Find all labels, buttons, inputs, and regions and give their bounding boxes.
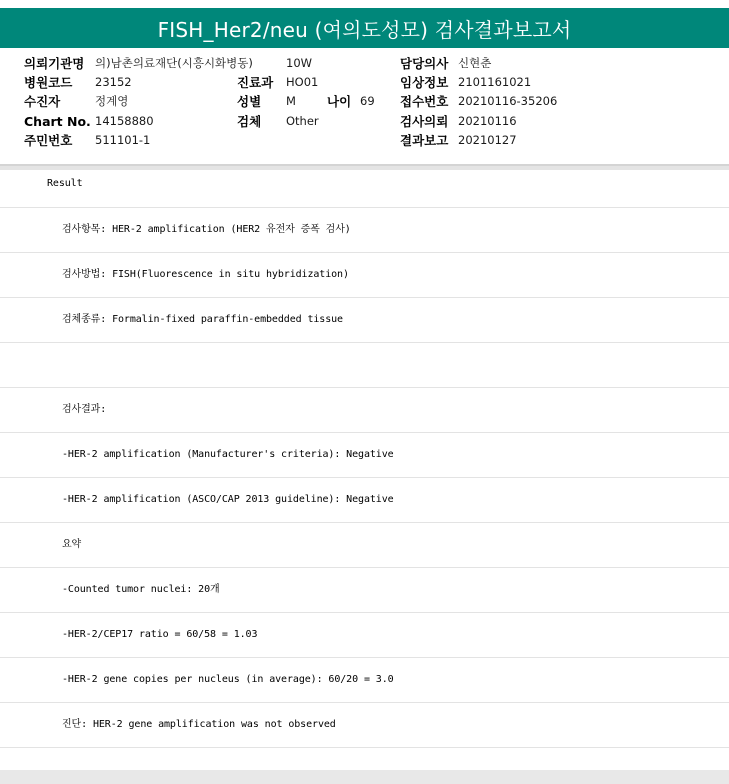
department-value: HO01 bbox=[286, 75, 319, 89]
report-line-asco-cap: -HER-2 amplification (ASCO/CAP 2013 guideline): Negative bbox=[0, 478, 729, 523]
report-body bbox=[0, 170, 729, 770]
resident-no-value: 511101-1 bbox=[95, 133, 151, 147]
receipt-no-value: 20210116-35206 bbox=[458, 94, 558, 108]
institution-value: 의)남촌의료재단(시흥시화병동) bbox=[95, 56, 253, 70]
report-line-gene-copies: -HER-2 gene copies per nucleus (in average): 60/20 = 3.0 bbox=[0, 658, 729, 703]
sex-value: M bbox=[286, 94, 296, 108]
request-date-label: 검사의뢰 bbox=[400, 114, 449, 129]
institution-label: 의뢰기관명 bbox=[24, 56, 85, 71]
report-date-label: 결과보고 bbox=[400, 133, 449, 148]
clinical-info-label: 임상정보 bbox=[400, 75, 449, 90]
report-line-tumor-nuclei: -Counted tumor nuclei: 20개 bbox=[0, 568, 729, 613]
report-line-diagnosis: 진단: HER-2 gene amplification was not observed bbox=[0, 703, 729, 748]
hospital-code-label: 병원코드 bbox=[24, 75, 73, 90]
doctor-label: 담당의사 bbox=[400, 56, 449, 71]
info-row-chart-no bbox=[0, 112, 729, 131]
specimen-label: 검체 bbox=[237, 114, 262, 129]
report-line-results-heading: 검사결과: bbox=[0, 388, 729, 433]
report-line-test-item: 검사항목: HER-2 amplification (HER2 유전자 증폭 검사) bbox=[0, 208, 729, 253]
info-row-hospital-code bbox=[0, 73, 729, 92]
department-label: 진료과 bbox=[237, 75, 274, 90]
examinee-label: 수진자 bbox=[24, 94, 61, 109]
sex-label: 성별 bbox=[237, 94, 262, 109]
report-line-result-heading: Result bbox=[0, 170, 729, 208]
report-date-value: 20210127 bbox=[458, 133, 517, 147]
report-line-manufacturer-criteria: -HER-2 amplification (Manufacturer's criteria): Negative bbox=[0, 433, 729, 478]
ward-value: 10W bbox=[286, 56, 313, 70]
receipt-no-label: 접수번호 bbox=[400, 94, 449, 109]
request-date-value: 20210116 bbox=[458, 114, 517, 128]
report-line-blank bbox=[0, 343, 729, 388]
report-line-specimen-type: 검체종류: Formalin-fixed paraffin-embedded tissue bbox=[0, 298, 729, 343]
report-line-test-method: 검사방법: FISH(Fluorescence in situ hybridization) bbox=[0, 253, 729, 298]
report-title-bar bbox=[0, 8, 729, 48]
patient-info-panel bbox=[0, 48, 729, 166]
clinical-info-value: 2101161021 bbox=[458, 75, 532, 89]
chart-no-label: Chart No. bbox=[24, 114, 91, 129]
report-title: FISH_Her2/neu (여의도성모) 검사결과보고서 bbox=[157, 17, 572, 42]
top-strip bbox=[0, 0, 729, 8]
report-line-her2-cep17-ratio: -HER-2/CEP17 ratio = 60/58 = 1.03 bbox=[0, 613, 729, 658]
hospital-code-value: 23152 bbox=[95, 75, 132, 89]
info-row-examinee bbox=[0, 92, 729, 111]
doctor-value: 신현춘 bbox=[458, 56, 492, 70]
bottom-bar bbox=[0, 770, 729, 784]
age-label: 나이 bbox=[327, 94, 352, 109]
examinee-value: 정계영 bbox=[95, 94, 129, 108]
report-line-summary-heading: 요약 bbox=[0, 523, 729, 568]
info-row-institution bbox=[0, 54, 729, 73]
chart-no-value: 14158880 bbox=[95, 114, 154, 128]
info-row-resident-no bbox=[0, 131, 729, 150]
resident-no-label: 주민번호 bbox=[24, 133, 73, 148]
age-value: 69 bbox=[360, 94, 375, 108]
specimen-value: Other bbox=[286, 114, 319, 128]
